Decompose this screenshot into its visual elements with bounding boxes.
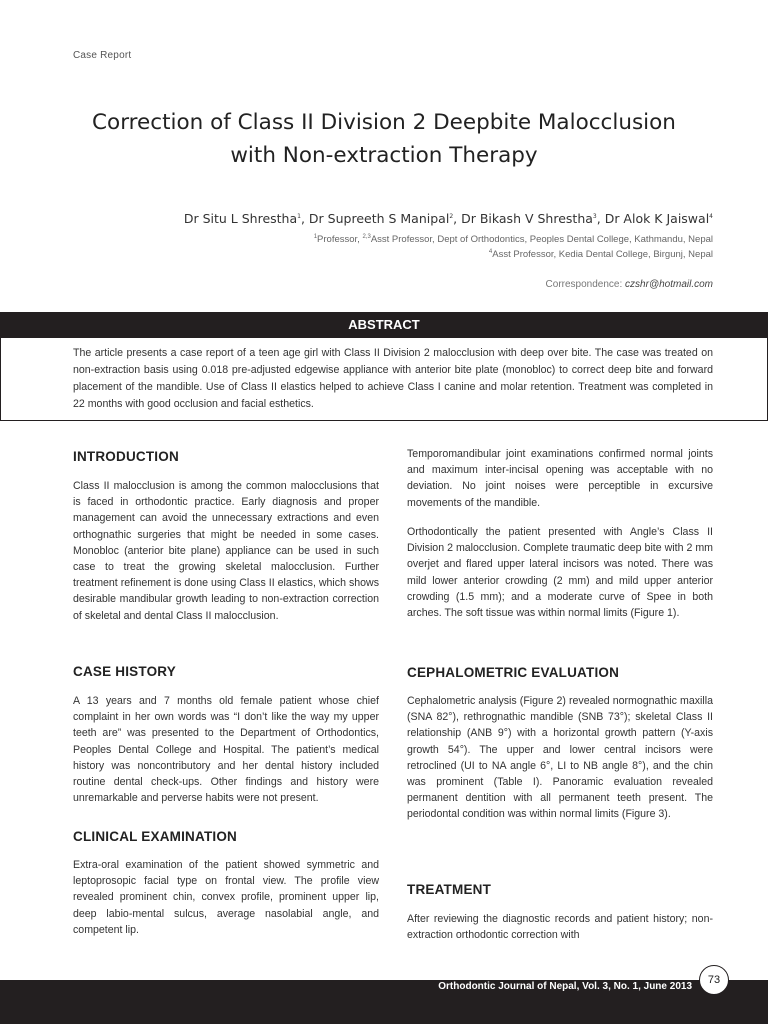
clinical-exam-section — [73, 829, 379, 845]
journal-citation: Orthodontic Journal of Nepal, Vol. 3, No. 1, June 2013 — [438, 981, 692, 992]
tmj-text: Temporomandibular joint examinations confirmed normal joints and maximum inter-incisal opening was acceptable with no deviation. No joint noises were perceptible in excursive movements of the mandible. — [407, 448, 713, 509]
affiliation-2 — [489, 249, 713, 260]
author-list: Dr Situ L Shrestha$^1$, Dr Supreeth S Manipal$^2$, Dr Bikash V Shrestha$^3$, Dr Alok K Jaiswal$^4$ — [183, 211, 713, 226]
introduction-text: Class II malocclusion is among the common malocclusions that is faced in orthodontic practice. Early diagnosis and proper management can avoid the unnecessary extractions and even orthognathic surgeries that might be needed in some cases. Monobloc (anterior bite plane) appliance can be used in such case to treat the growing skeletal malocclusion. Further treatment refinement is done using Class II elastics, which shows desirable mandibular growth leading to non-extraction correction of skeletal and dental Class II malocclusion. — [73, 480, 379, 622]
affiliation-text: Professor, — [317, 234, 363, 246]
affiliation-mark: 2,3 — [362, 234, 371, 240]
orthodontic-body — [407, 524, 713, 621]
introduction-heading: INTRODUCTION — [73, 449, 179, 464]
treatment-heading: TREATMENT — [407, 882, 492, 897]
affiliation-mark: 1 — [313, 234, 318, 240]
correspondence — [546, 279, 713, 290]
cephalometric-body — [407, 693, 713, 823]
tmj-body — [407, 446, 713, 511]
author-mark: 1 — [297, 212, 301, 220]
abstract-text: The article presents a case report of a teen age girl with Class II Division 2 malocclusion with deep over bite. The case was treated on non-extraction basis using 0.018 pre-adjusted edgewise appliance with anterior bite plate (monobloc) to correct deep bite and forward placement of the mandible. Use of Class II elastics helped to achieve Class I canine and molar retention. Treatment was completed in 22 months with good occlusion and facial esthetics. — [73, 347, 713, 410]
case-history-body — [73, 693, 379, 806]
cephalometric-text: Cephalometric analysis (Figure 2) revealed normognathic maxilla (SNA 82°), rethrognathic mandible (SNB 73°); skeletal Class II relationship (ANB 9°) with a horizontal growth pattern (Y-axis growth 54°). The upper and lower central incisors were retroclined (UI to NA angle 6°, LI to NB angle 8°), and the chin was prominent (Table I). Panoramic evaluation revealed permanent dentition with all permanent teeth present. The periodontal condition was within normal limits (Figure 3). — [407, 695, 713, 821]
cephalometric-heading: CEPHALOMETRIC EVALUATION — [407, 665, 620, 680]
clinical-exam-heading: CLINICAL EXAMINATION — [73, 829, 237, 844]
author-mark: 2 — [449, 212, 454, 220]
affiliation-text: Asst Professor, Kedia Dental College, Birgunj, Nepal — [492, 249, 713, 261]
correspondence-email[interactable]: czshr@hotmail.com — [625, 279, 713, 290]
cephalometric-section — [407, 665, 713, 681]
affiliation-text: Asst Professor, Dept of Orthodontics, Peoples Dental College, Kathmandu, Nepal — [370, 234, 713, 246]
title-line-2: with Non-extraction Therapy — [230, 143, 538, 168]
abstract-heading: ABSTRACT — [0, 312, 768, 338]
introduction-section — [73, 449, 379, 465]
section-label: Case Report — [73, 50, 132, 61]
affiliation-mark: 4 — [488, 249, 493, 255]
treatment-body — [407, 911, 713, 943]
clinical-exam-text: Extra-oral examination of the patient showed symmetric and leptoprosopic facial type on frontal view. The profile view revealed prominent chin, convex profile, prominent upper lip, deep labio-mental sulcus, average nasolabial angle, and competent lip. — [73, 859, 379, 936]
author-name: Dr Situ L Shrestha — [183, 211, 298, 226]
author-name: Dr Alok K Jaiswal — [604, 211, 710, 226]
author-name: Dr Bikash V Shrestha — [461, 211, 593, 226]
introduction-body — [73, 478, 379, 624]
author-mark: 3 — [592, 212, 597, 220]
author-mark: 4 — [709, 212, 713, 220]
author-name: Dr Supreeth S Manipal — [308, 211, 450, 226]
treatment-text: After reviewing the diagnostic records and patient history; non-extraction orthodontic correction with — [407, 913, 713, 942]
affiliation-1 — [314, 234, 713, 245]
page-number: 73 — [699, 965, 729, 995]
case-history-heading: CASE HISTORY — [73, 664, 176, 679]
case-history-text: A 13 years and 7 months old female patient whose chief complaint in her own words was “I don’t like the way my upper teeth are” was presented to the Department of Orthodontics, Peoples Dental College and Hospital. The patient’s medical history was noncontributory and her dental history included routine dental check-ups. Other findings and history were unremarkable and perverse habits were not present. — [73, 695, 379, 805]
orthodontic-text: Orthodontically the patient presented with Angle’s Class II Division 2 malocclusion. Complete traumatic deep bite with 2 mm overjet and flared upper lateral incisors was noted. There was mild lower anterior crowding (2 mm) and mild upper anterior crowding (1.5 mm); and a moderate curve of Spee in both arches. The soft tissue was within normal limits (Figure 1). — [407, 526, 713, 620]
title-line-1: Correction of Class II Division 2 Deepbite Malocclusion — [92, 110, 676, 135]
article-title — [60, 106, 708, 172]
clinical-exam-body — [73, 857, 379, 938]
treatment-section — [407, 882, 713, 898]
correspondence-label: Correspondence: — [545, 279, 626, 290]
case-history-section — [73, 664, 379, 680]
